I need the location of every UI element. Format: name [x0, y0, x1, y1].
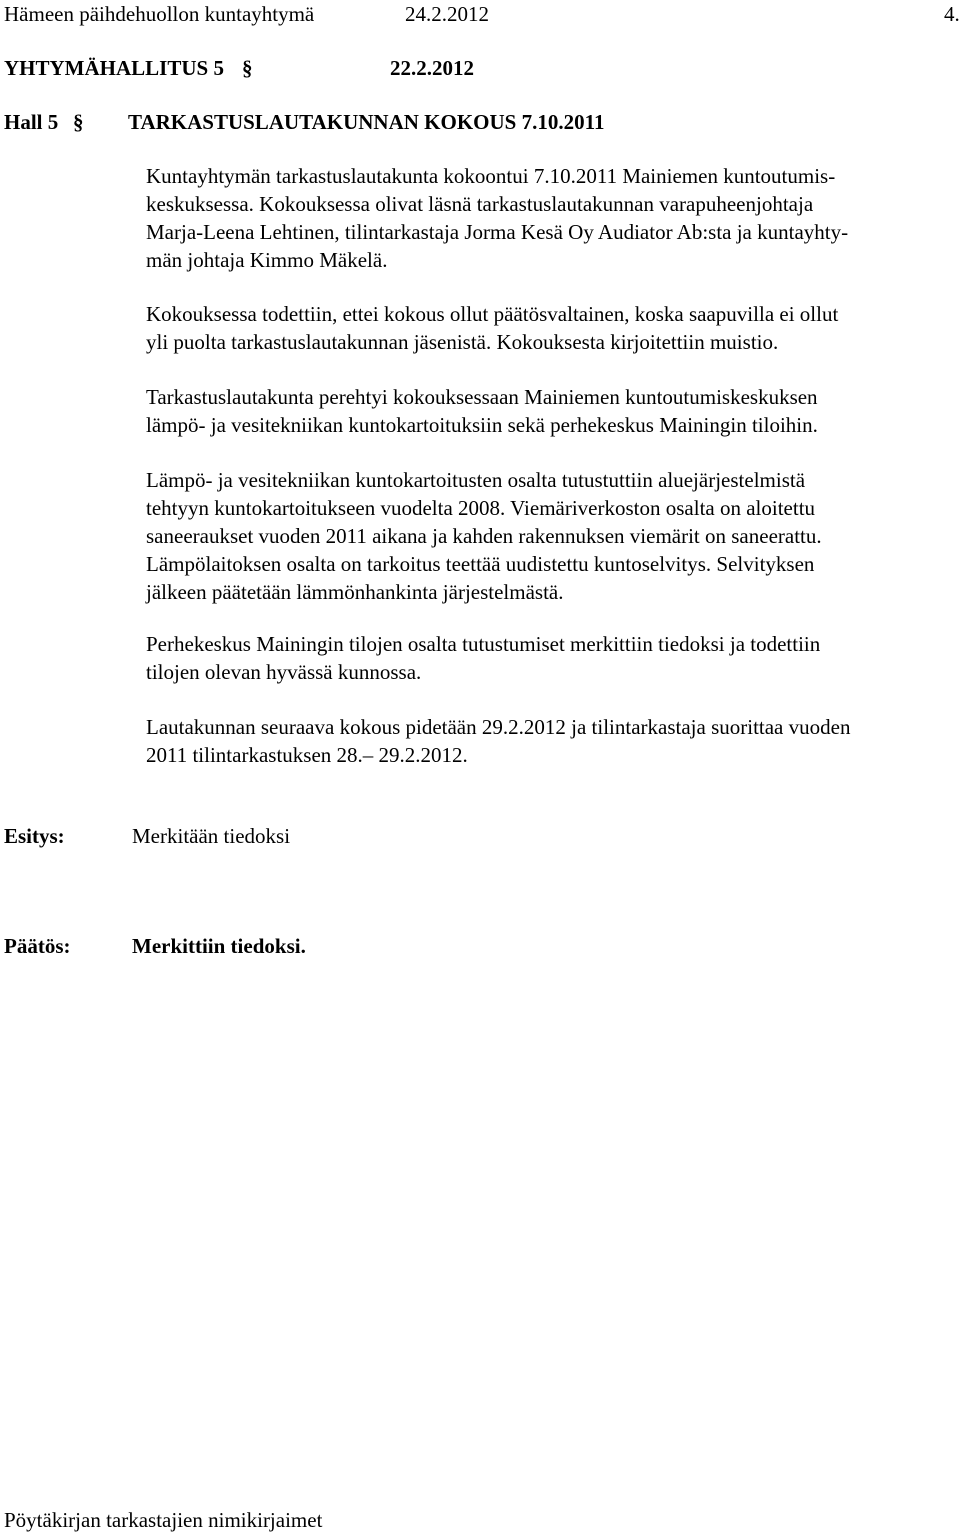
paragraph-line: tehtyyn kuntokartoitukseen vuodelta 2008. Viemäriverkoston osalta on aloitettu [146, 496, 816, 520]
paragraph-line: jälkeen päätetään lämmönhankinta järjestelmästä. [146, 580, 564, 604]
document-date: 24.2.2012 [405, 2, 489, 26]
paragraph-line: keskuksessa. Kokouksessa olivat läsnä tarkastuslautakunnan varapuheenjohtaja [146, 192, 814, 216]
paragraph-meeting-attendance [146, 162, 946, 274]
proposal-text: Merkitään tiedoksi [132, 824, 291, 848]
board-meeting-date: 22.2.2012 [390, 56, 474, 80]
decision-text: Merkittiin tiedoksi. [132, 934, 306, 958]
paragraph-line: lämpö- ja vesitekniikan kuntokartoituksiin sekä perhekeskus Mainingin tiloihin. [146, 413, 818, 437]
paragraph-line: Marja-Leena Lehtinen, tilintarkastaja Jorma Kesä Oy Audiator Ab:sta ja kuntayhty- [146, 220, 849, 244]
paragraph-quorum [146, 300, 946, 356]
board-section-sign: § [242, 56, 253, 80]
footer-initials-label: Pöytäkirjan tarkastajien nimikirjaimet [4, 1508, 323, 1532]
paragraph-line: 2011 tilintarkastuksen 28.– 29.2.2012. [146, 743, 468, 767]
paragraph-line: Kokouksessa todettiin, ettei kokous ollut päätösvaltainen, koska saapuvilla ei ollut [146, 302, 839, 326]
decision-label: Päätös: [4, 934, 71, 958]
paragraph-next-meeting [146, 713, 946, 769]
board-title: YHTYMÄHALLITUS 5 [4, 56, 224, 80]
paragraph-line: tilojen olevan hyvässä kunnossa. [146, 660, 422, 684]
paragraph-line: Lämpölaitoksen osalta on tarkoitus teettää uudistettu kuntoselvitys. Selvityksen [146, 552, 815, 576]
paragraph-family-center [146, 630, 946, 686]
paragraph-line: Lämpö- ja vesitekniikan kuntokartoitusten osalta tutustuttiin aluejärjestelmistä [146, 468, 806, 492]
paragraph-line: Tarkastuslautakunta perehtyi kokouksessaan Mainiemen kuntoutumiskeskuksen [146, 385, 818, 409]
paragraph-line: män johtaja Kimmo Mäkelä. [146, 248, 388, 272]
paragraph-condition-survey [146, 466, 946, 606]
page-number: 4. [944, 2, 960, 26]
paragraph-line: saneeraukset vuoden 2011 aikana ja kahden rakennuksen viemärit on saneerattu. [146, 524, 822, 548]
paragraph-inspection [146, 383, 946, 439]
organization-name: Hämeen päihdehuollon kuntayhtymä [4, 2, 315, 26]
paragraph-line: Lautakunnan seuraava kokous pidetään 29.2.2012 ja tilintarkastaja suorittaa vuoden [146, 715, 851, 739]
paragraph-line: Perhekeskus Mainingin tilojen osalta tutustumiset merkittiin tiedoksi ja todettiin [146, 632, 821, 656]
proposal-label: Esitys: [4, 824, 65, 848]
paragraph-line: Kuntayhtymän tarkastuslautakunta kokoontui 7.10.2011 Mainiemen kuntoutumis- [146, 164, 836, 188]
item-number: Hall 5 [4, 110, 59, 134]
paragraph-line: yli puolta tarkastuslautakunnan jäsenistä. Kokouksesta kirjoitettiin muistio. [146, 330, 779, 354]
item-title: TARKASTUSLAUTAKUNNAN KOKOUS 7.10.2011 [128, 110, 605, 134]
item-section-sign: § [73, 110, 84, 134]
